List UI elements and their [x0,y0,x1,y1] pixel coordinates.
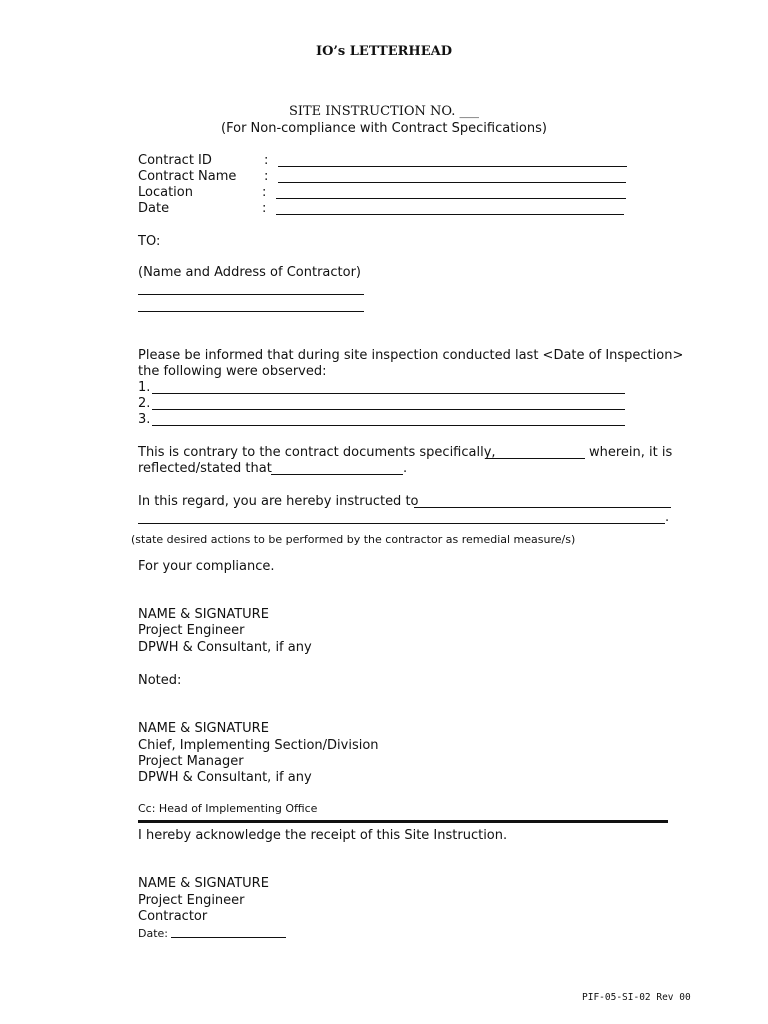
cc-line: Cc: Head of Implementing Office [138,802,318,815]
field-colon: : [262,201,267,216]
reflected-period: . [403,461,408,476]
instruction-text: In this regard, you are hereby instructed to [138,494,419,509]
instruction-field-1[interactable] [414,507,671,508]
observation-field-2[interactable] [152,409,625,410]
observation-field-1[interactable] [152,393,625,394]
reflected-field[interactable] [271,474,403,475]
acknowledge-date-field[interactable] [171,937,286,938]
signature-role: Chief, Implementing Section/Division [138,738,379,753]
signature-org: DPWH & Consultant, if any [138,640,312,655]
signature-org: Contractor [138,909,208,924]
signature-heading: NAME & SIGNATURE [138,721,269,736]
field-label-contract-id: Contract ID [138,153,212,168]
signature-org: DPWH & Consultant, if any [138,770,312,785]
observation-field-3[interactable] [152,425,625,426]
page-subtitle: (For Non-compliance with Contract Specifications) [221,121,547,136]
page-title: SITE INSTRUCTION NO. ___ [288,104,480,119]
contrary-text-b: wherein, it is [589,445,673,460]
field-colon: : [264,169,269,184]
letterhead: IO’s LETTERHEAD [316,44,452,59]
remedial-note: (state desired actions to be performed by the contractor as remedial measure/s) [131,533,576,546]
field-label-contract-name: Contract Name [138,169,237,184]
inspection-text-line2: the following were observed: [138,364,327,379]
field-colon: : [264,153,269,168]
signature-role: Project Manager [138,754,244,769]
date-field[interactable] [276,214,624,215]
signature-heading: NAME & SIGNATURE [138,607,269,622]
section-divider [138,820,668,823]
signature-heading: NAME & SIGNATURE [138,876,269,891]
contractor-address-field[interactable] [138,311,364,312]
to-label: TO: [138,234,161,249]
observation-number: 2. [138,396,151,411]
date-label: Date: [138,927,168,940]
instruction-period: . [665,510,670,525]
contractor-label: (Name and Address of Contractor) [138,265,362,280]
observation-number: 3. [138,412,151,427]
instruction-field-2[interactable] [138,523,665,524]
inspection-text-line1: Please be informed that during site inspection conducted last <Date of Inspection> [138,348,684,363]
form-code: PIF-05-SI-02 Rev 00 [582,992,691,1003]
observation-number: 1. [138,380,151,395]
contract-name-field[interactable] [278,182,626,183]
signature-role: Project Engineer [138,623,245,638]
acknowledge-text: I hereby acknowledge the receipt of this Site Instruction. [138,828,508,843]
reflected-text: reflected/stated that [138,461,272,476]
field-label-date: Date [138,201,170,216]
field-colon: : [262,185,267,200]
compliance-text: For your compliance. [138,559,275,574]
field-label-location: Location [138,185,193,200]
noted-label: Noted: [138,673,182,688]
contractor-name-field[interactable] [138,294,364,295]
signature-role: Project Engineer [138,893,245,908]
contract-id-field[interactable] [278,166,627,167]
contract-provision-field[interactable] [485,458,585,459]
contrary-text-a: This is contrary to the contract documents specifically, [138,445,496,460]
location-field[interactable] [276,198,626,199]
